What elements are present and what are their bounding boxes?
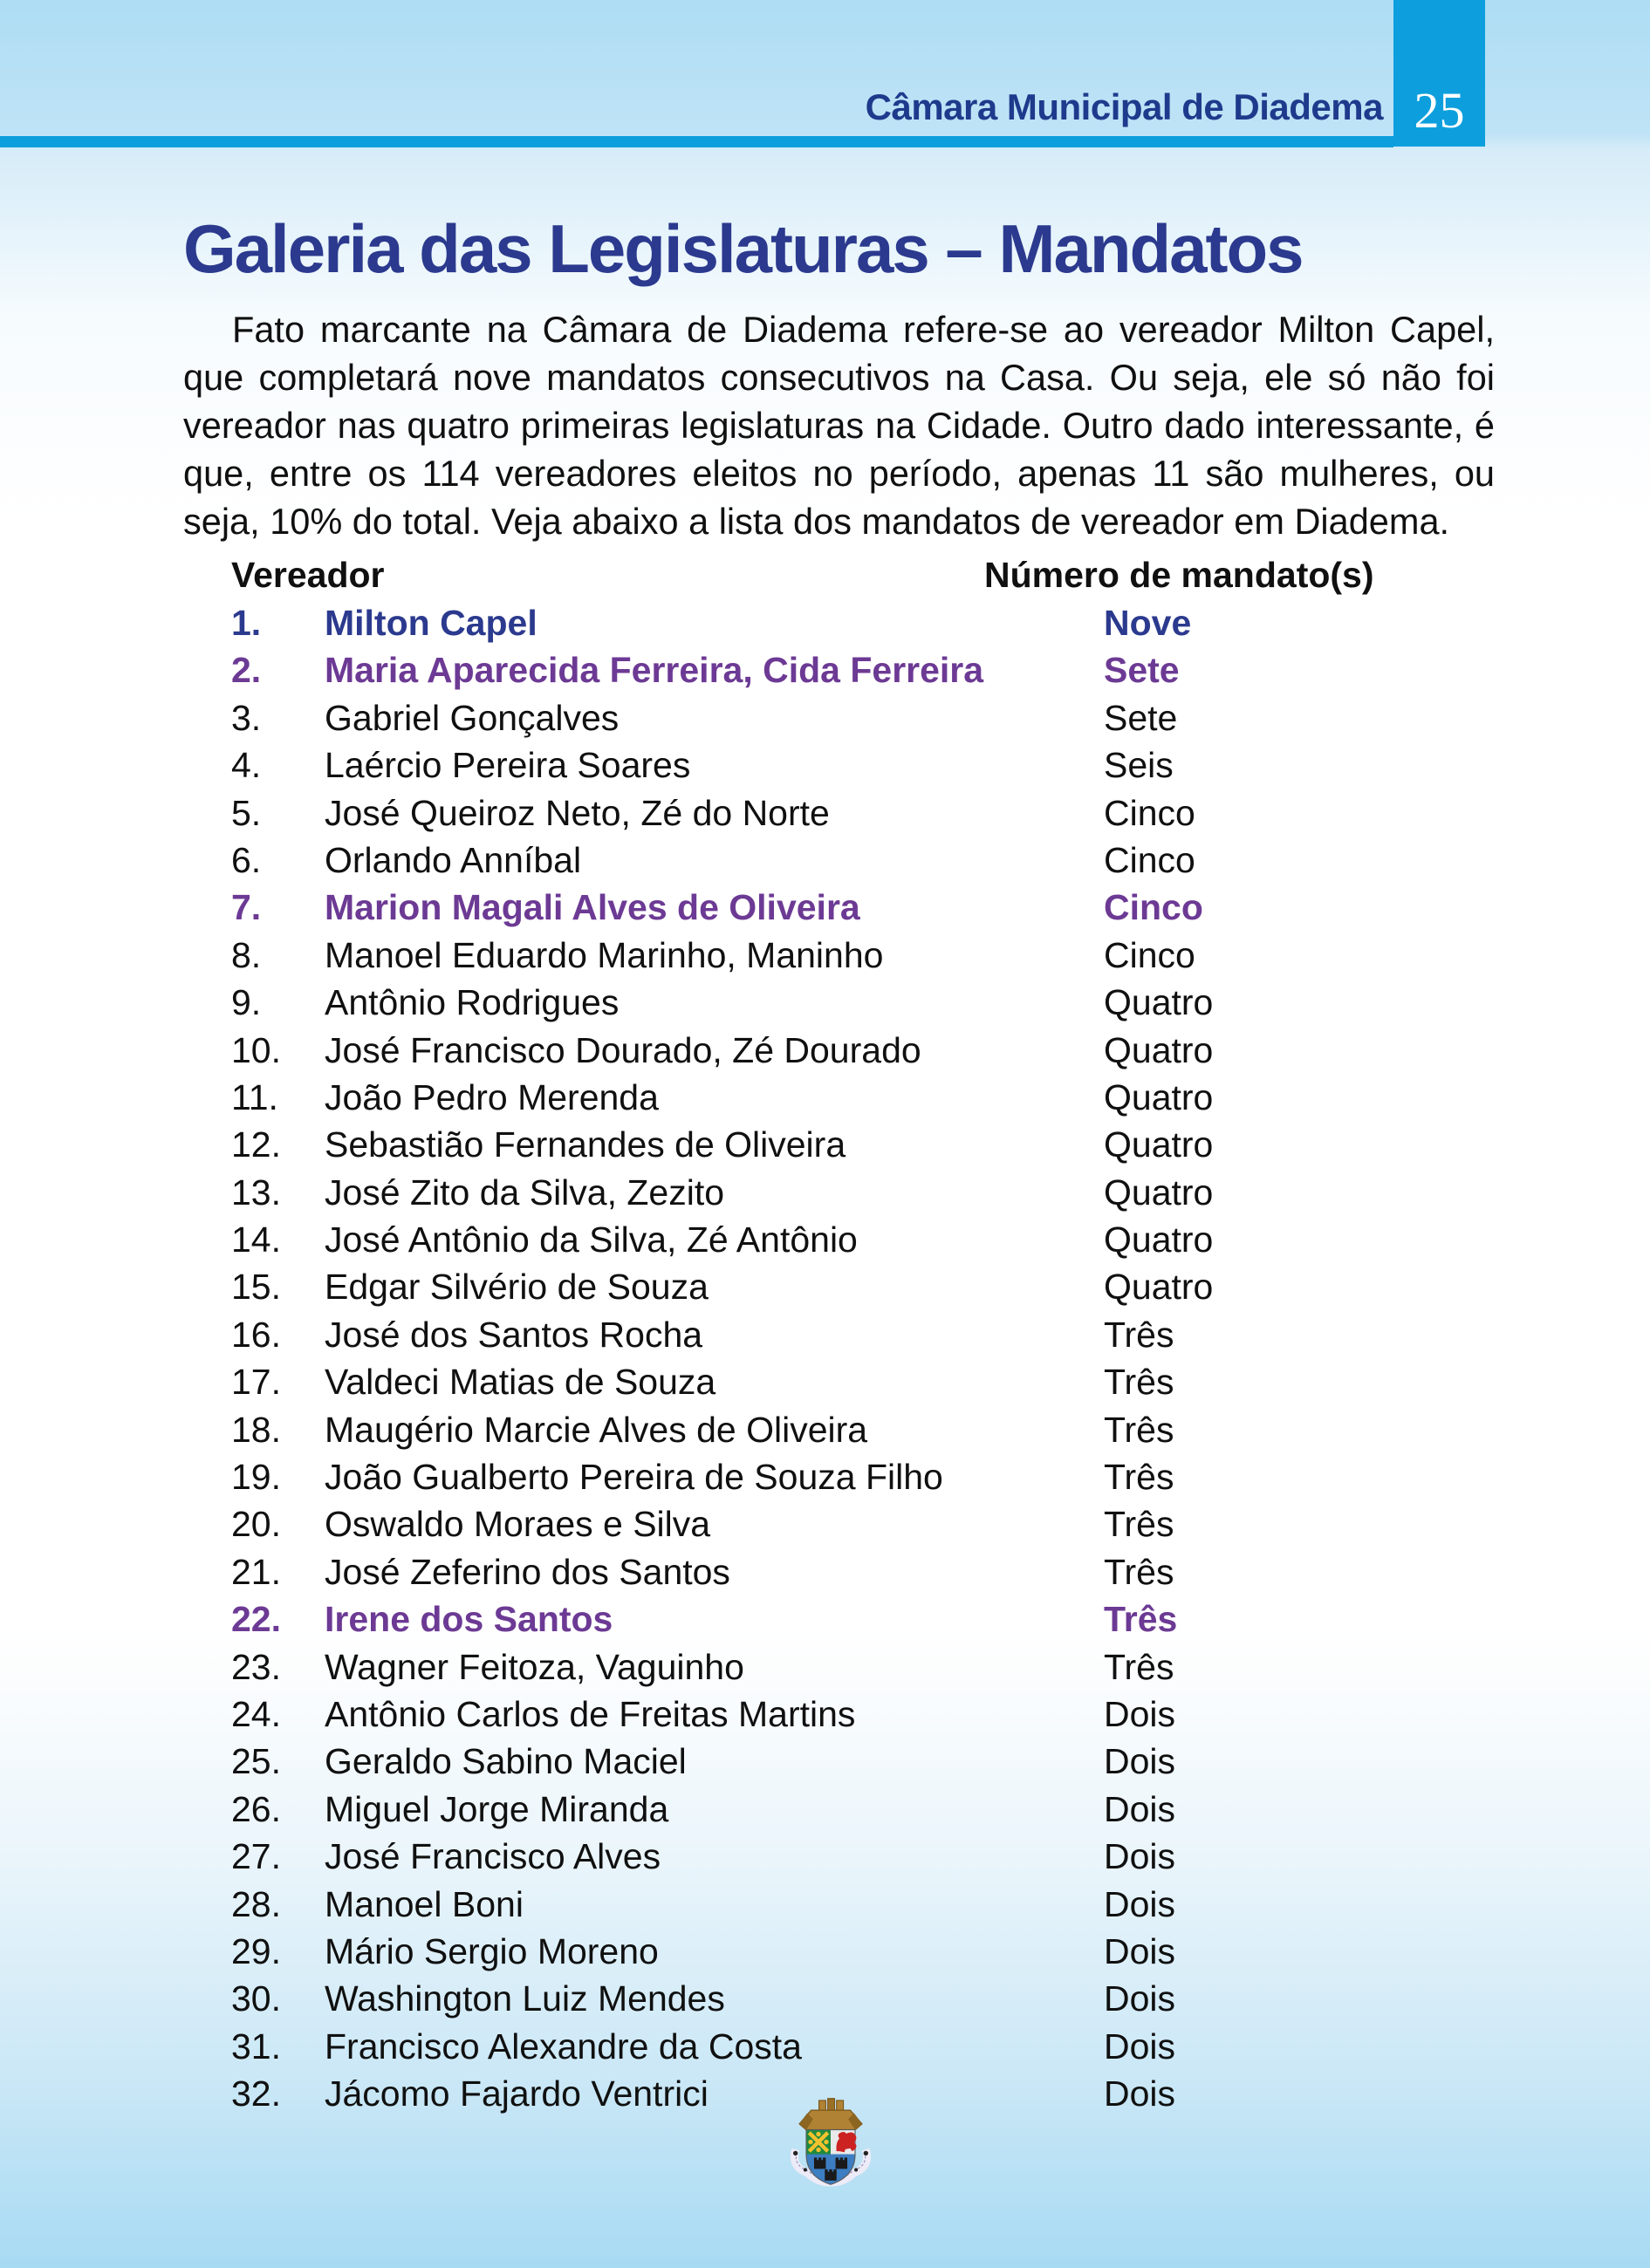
mandate-count: Dois — [1104, 1693, 1176, 1734]
mandate-count: Dois — [1104, 1883, 1176, 1924]
diadema-coat-of-arms — [782, 2094, 880, 2198]
mandate-count: Dois — [1104, 2025, 1176, 2066]
mandate-count: Três — [1104, 1599, 1178, 1640]
table-row — [231, 1694, 1392, 1741]
mandate-count: Três — [1104, 1457, 1174, 1498]
row-number: 25. — [231, 1741, 281, 1782]
vereador-name: José Francisco Alves — [325, 1836, 661, 1877]
table-row — [231, 840, 1392, 887]
row-number: 31. — [231, 2025, 281, 2066]
crown-icon — [799, 2099, 862, 2130]
vereador-name: Maria Aparecida Ferreira, Cida Ferreira — [325, 650, 984, 691]
table-row — [231, 1030, 1392, 1077]
vereador-name: Maugério Marcie Alves de Oliveira — [325, 1409, 868, 1450]
table-row — [231, 887, 1392, 934]
vereador-name: João Gualberto Pereira de Souza Filho — [325, 1457, 943, 1498]
row-number: 26. — [231, 1788, 281, 1829]
vereador-name: José Zeferino dos Santos — [325, 1551, 730, 1592]
vereador-name: Washington Luiz Mendes — [325, 1978, 725, 2019]
vereador-name: Wagner Feitoza, Vaguinho — [325, 1646, 744, 1687]
mandate-count: Cinco — [1104, 792, 1195, 833]
mandate-count: Nove — [1104, 603, 1192, 643]
table-row — [231, 698, 1392, 745]
mandate-count: Três — [1104, 1646, 1174, 1687]
row-number: 32. — [231, 2073, 281, 2114]
vereador-name: Francisco Alexandre da Costa — [325, 2025, 802, 2066]
vereador-name: José Francisco Dourado, Zé Dourado — [325, 1029, 921, 1070]
mandate-count: Quatro — [1104, 1124, 1214, 1165]
row-number: 24. — [231, 1693, 281, 1734]
vereador-name: Marion Magali Alves de Oliveira — [325, 887, 860, 928]
row-number: 14. — [231, 1219, 281, 1260]
vereador-name: Gabriel Gonçalves — [325, 697, 620, 738]
vereador-name: Oswaldo Moraes e Silva — [325, 1504, 711, 1545]
table-row — [231, 935, 1392, 982]
mandate-count: Sete — [1104, 697, 1178, 738]
vereador-name: Antônio Carlos de Freitas Martins — [325, 1693, 856, 1734]
mandate-count: Quatro — [1104, 1076, 1214, 1117]
mandate-count: Dois — [1104, 1741, 1176, 1782]
table-row — [231, 1315, 1392, 1362]
vereador-name: Manoel Boni — [325, 1883, 524, 1924]
row-number: 19. — [231, 1457, 281, 1498]
table-row — [231, 1789, 1392, 1836]
mandates-table-header — [231, 555, 1392, 603]
vereador-name: Sebastião Fernandes de Oliveira — [325, 1124, 846, 1165]
table-row — [231, 1884, 1392, 1931]
mandate-count: Quatro — [1104, 982, 1214, 1023]
vereador-name: Manoel Eduardo Marinho, Maninho — [325, 934, 884, 975]
mandate-count: Três — [1104, 1551, 1174, 1592]
row-number: 12. — [231, 1124, 281, 1165]
mandate-count: Dois — [1104, 1788, 1176, 1829]
mandate-count: Três — [1104, 1504, 1174, 1545]
mandate-count: Quatro — [1104, 1029, 1214, 1070]
row-number: 1. — [231, 603, 262, 643]
vereador-name: José Queiroz Neto, Zé do Norte — [325, 792, 830, 833]
page-header-title: Câmara Municipal de Diadema — [865, 86, 1383, 127]
row-number: 8. — [231, 934, 262, 975]
row-number: 16. — [231, 1314, 281, 1355]
table-row — [231, 1172, 1392, 1219]
mandate-count: Dois — [1104, 2073, 1176, 2114]
row-number: 18. — [231, 1409, 281, 1450]
row-number: 28. — [231, 1883, 281, 1924]
table-row — [231, 603, 1392, 650]
table-row — [231, 1647, 1392, 1694]
table-row — [231, 2026, 1392, 2073]
row-number: 11. — [231, 1076, 278, 1117]
mandate-count: Cinco — [1104, 934, 1195, 975]
table-row — [231, 982, 1392, 1029]
row-number: 21. — [231, 1551, 281, 1592]
table-row — [231, 745, 1392, 792]
vereador-name: Edgar Silvério de Souza — [325, 1267, 709, 1308]
table-row — [231, 1931, 1392, 1978]
row-number: 15. — [231, 1267, 281, 1308]
page-number-box — [1393, 0, 1485, 147]
mandate-count: Três — [1104, 1409, 1174, 1450]
vereador-name: Orlando Anníbal — [325, 839, 582, 880]
mandate-count: Três — [1104, 1314, 1174, 1355]
column-header-vereador: Vereador — [231, 555, 385, 595]
table-row — [231, 1362, 1392, 1409]
table-row — [231, 1741, 1392, 1788]
row-number: 3. — [231, 697, 262, 738]
article-title: Galeria das Legislaturas – Mandatos — [183, 210, 1303, 288]
table-row — [231, 793, 1392, 840]
row-number: 22. — [231, 1599, 281, 1640]
row-number: 7. — [231, 887, 262, 928]
row-number: 29. — [231, 1930, 281, 1971]
row-number: 10. — [231, 1029, 281, 1070]
mandate-count: Dois — [1104, 1930, 1176, 1971]
row-number: 2. — [231, 650, 262, 691]
vereador-name: Valdeci Matias de Souza — [325, 1362, 716, 1403]
vereador-name: Antônio Rodrigues — [325, 982, 620, 1023]
vereador-name: Geraldo Sabino Maciel — [325, 1741, 687, 1782]
table-row — [231, 1978, 1392, 2025]
table-row — [231, 1077, 1392, 1124]
table-row — [231, 1836, 1392, 1883]
table-row — [231, 1267, 1392, 1314]
vereador-name: João Pedro Merenda — [325, 1076, 659, 1117]
mandate-count: Dois — [1104, 1836, 1176, 1877]
row-number: 20. — [231, 1504, 281, 1545]
row-number: 13. — [231, 1172, 281, 1213]
row-number: 5. — [231, 792, 262, 833]
intro-paragraph: Fato marcante na Câmara de Diadema refere-se ao vereador Milton Capel, que completará nove mandatos consecutivos na Casa. Ou seja, ele só não foi vereador nas quatro primeiras legislaturas na Cidade. Outro dado interessante, é que, entre os 114 vereadores eleitos no período, apenas 11 são mulheres, ou seja, 10% do total. Veja abaixo a lista dos mandatos de vereador em Diadema. — [183, 308, 1495, 542]
mandate-count: Cinco — [1104, 887, 1203, 928]
vereador-name: Milton Capel — [325, 603, 537, 643]
table-row — [231, 1552, 1392, 1599]
table-row — [231, 1124, 1392, 1172]
row-number: 17. — [231, 1362, 281, 1403]
table-row — [231, 1457, 1392, 1504]
mandate-count: Dois — [1104, 1978, 1176, 2019]
table-row — [231, 1599, 1392, 1646]
row-number: 27. — [231, 1836, 281, 1877]
row-number: 23. — [231, 1646, 281, 1687]
table-row — [231, 650, 1392, 697]
mandate-count: Cinco — [1104, 839, 1195, 880]
vereador-name: Jácomo Fajardo Ventrici — [325, 2073, 709, 2114]
table-row — [231, 1504, 1392, 1551]
vereador-name: Laércio Pereira Soares — [325, 745, 691, 786]
mandate-count: Quatro — [1104, 1172, 1214, 1213]
vereador-name: Irene dos Santos — [325, 1599, 613, 1640]
page-number: 25 — [1414, 82, 1465, 139]
vereador-name: José Zito da Silva, Zezito — [325, 1172, 725, 1213]
mandate-count: Quatro — [1104, 1219, 1214, 1260]
mandate-count: Três — [1104, 1362, 1174, 1403]
mandate-count: Sete — [1104, 650, 1180, 691]
vereador-name: José dos Santos Rocha — [325, 1314, 703, 1355]
column-header-mandatos: Número de mandato(s) — [984, 555, 1374, 595]
mandate-count: Seis — [1104, 745, 1174, 786]
header-rule-bar — [0, 136, 1393, 147]
mandate-count: Quatro — [1104, 1267, 1214, 1308]
row-number: 9. — [231, 982, 262, 1023]
mandates-table — [231, 555, 1392, 2121]
row-number: 6. — [231, 839, 262, 880]
row-number: 30. — [231, 1978, 281, 2019]
row-number: 4. — [231, 745, 262, 786]
vereador-name: Mário Sergio Moreno — [325, 1930, 659, 1971]
table-row — [231, 1219, 1392, 1267]
vereador-name: Miguel Jorge Miranda — [325, 1788, 669, 1829]
table-row — [231, 1410, 1392, 1457]
mandates-table-body — [231, 603, 1392, 2121]
vereador-name: José Antônio da Silva, Zé Antônio — [325, 1219, 858, 1260]
